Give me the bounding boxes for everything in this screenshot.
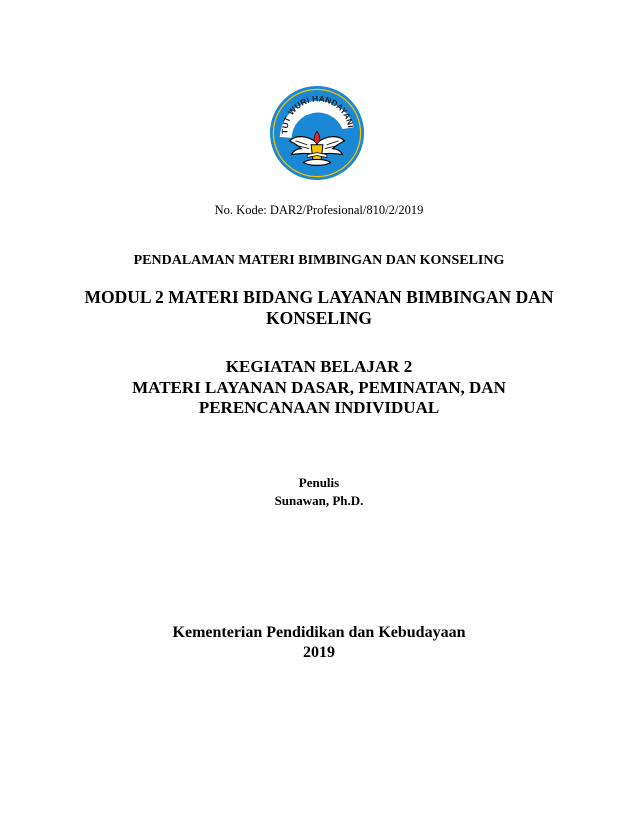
logo-motto: TUT WURI HANDAYANI [280, 94, 356, 135]
author-label: Penulis [298, 475, 340, 490]
module-title-line-1: MODUL 2 MATERI BIDANG LAYANAN BIMBINGAN DAN [84, 287, 554, 307]
tut-wuri-handayani-emblem-icon [268, 84, 366, 182]
activity-title-line-3: PERENCANAAN INDIVIDUAL [198, 398, 440, 417]
course-subtitle: PENDALAMAN MATERI BIMBINGAN DAN KONSELING [133, 253, 505, 268]
publication-year: 2019 [303, 644, 335, 661]
activity-title-line-2: MATERI LAYANAN DASAR, PEMINATAN, DAN [132, 377, 506, 397]
publisher-block [0, 623, 638, 663]
author-name: Sunawan, Ph.D. [274, 493, 364, 508]
publisher-name: Kementerian Pendidikan dan Kebudayaan [172, 624, 466, 641]
activity-title [0, 357, 638, 419]
module-title-line-2: KONSELING [266, 308, 372, 328]
author-block [0, 474, 638, 510]
document-code: No. Kode: DAR2/Profesional/810/2/2019 [214, 203, 424, 217]
activity-title-line-1: KEGIATAN BELAJAR 2 [225, 357, 413, 376]
module-title [0, 287, 638, 329]
